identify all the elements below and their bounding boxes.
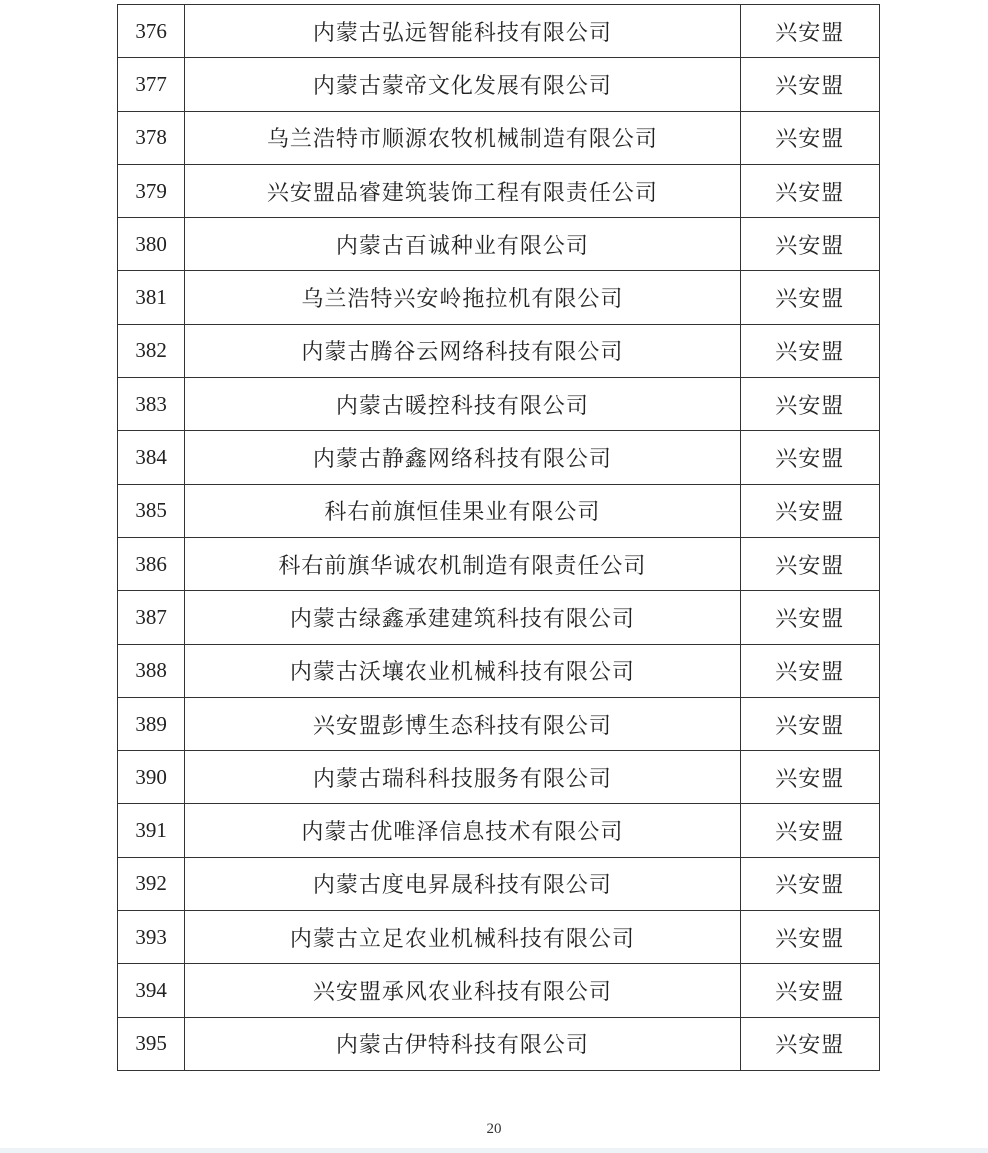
region-cell: 兴安盟 xyxy=(740,1017,879,1070)
row-number-cell: 379 xyxy=(118,164,185,217)
row-number-cell: 389 xyxy=(118,697,185,750)
company-name-cell: 内蒙古静鑫网络科技有限公司 xyxy=(185,431,740,484)
row-number-cell: 387 xyxy=(118,591,185,644)
region-cell: 兴安盟 xyxy=(740,58,879,111)
table-row xyxy=(118,964,880,1017)
region-cell: 兴安盟 xyxy=(740,697,879,750)
row-number-cell: 385 xyxy=(118,484,185,537)
row-number-cell: 376 xyxy=(118,5,185,58)
table-row xyxy=(118,218,880,271)
row-number-cell: 388 xyxy=(118,644,185,697)
company-name-cell: 内蒙古蒙帝文化发展有限公司 xyxy=(185,58,740,111)
company-list-table-wrapper xyxy=(117,4,880,1071)
table-row xyxy=(118,697,880,750)
table-row xyxy=(118,378,880,431)
region-cell: 兴安盟 xyxy=(740,164,879,217)
company-name-cell: 内蒙古百诚种业有限公司 xyxy=(185,218,740,271)
region-cell: 兴安盟 xyxy=(740,591,879,644)
row-number-cell: 377 xyxy=(118,58,185,111)
table-row xyxy=(118,484,880,537)
region-cell: 兴安盟 xyxy=(740,537,879,590)
region-cell: 兴安盟 xyxy=(740,5,879,58)
row-number-cell: 395 xyxy=(118,1017,185,1070)
region-cell: 兴安盟 xyxy=(740,271,879,324)
table-row xyxy=(118,857,880,910)
table-row xyxy=(118,111,880,164)
region-cell: 兴安盟 xyxy=(740,218,879,271)
table-row xyxy=(118,271,880,324)
company-name-cell: 内蒙古弘远智能科技有限公司 xyxy=(185,5,740,58)
company-name-cell: 内蒙古优唯泽信息技术有限公司 xyxy=(185,804,740,857)
company-list-table xyxy=(117,4,880,1071)
row-number-cell: 378 xyxy=(118,111,185,164)
table-row xyxy=(118,164,880,217)
table-row xyxy=(118,751,880,804)
row-number-cell: 380 xyxy=(118,218,185,271)
company-name-cell: 内蒙古伊特科技有限公司 xyxy=(185,1017,740,1070)
table-row xyxy=(118,58,880,111)
region-cell: 兴安盟 xyxy=(740,804,879,857)
table-row xyxy=(118,804,880,857)
table-row xyxy=(118,911,880,964)
company-name-cell: 兴安盟彭博生态科技有限公司 xyxy=(185,697,740,750)
company-name-cell: 兴安盟品睿建筑装饰工程有限责任公司 xyxy=(185,164,740,217)
table-body xyxy=(118,5,880,1071)
company-name-cell: 内蒙古腾谷云网络科技有限公司 xyxy=(185,324,740,377)
table-row xyxy=(118,1017,880,1070)
region-cell: 兴安盟 xyxy=(740,484,879,537)
row-number-cell: 394 xyxy=(118,964,185,1017)
table-row xyxy=(118,5,880,58)
bottom-edge-strip xyxy=(0,1148,988,1153)
row-number-cell: 383 xyxy=(118,378,185,431)
row-number-cell: 382 xyxy=(118,324,185,377)
region-cell: 兴安盟 xyxy=(740,911,879,964)
table-row xyxy=(118,591,880,644)
region-cell: 兴安盟 xyxy=(740,378,879,431)
company-name-cell: 内蒙古度电昇晟科技有限公司 xyxy=(185,857,740,910)
company-name-cell: 内蒙古暖控科技有限公司 xyxy=(185,378,740,431)
company-name-cell: 科右前旗华诚农机制造有限责任公司 xyxy=(185,537,740,590)
table-row xyxy=(118,431,880,484)
company-name-cell: 内蒙古绿鑫承建建筑科技有限公司 xyxy=(185,591,740,644)
region-cell: 兴安盟 xyxy=(740,751,879,804)
company-name-cell: 科右前旗恒佳果业有限公司 xyxy=(185,484,740,537)
company-name-cell: 乌兰浩特兴安岭拖拉机有限公司 xyxy=(185,271,740,324)
company-name-cell: 兴安盟承风农业科技有限公司 xyxy=(185,964,740,1017)
row-number-cell: 384 xyxy=(118,431,185,484)
table-row xyxy=(118,644,880,697)
company-name-cell: 乌兰浩特市顺源农牧机械制造有限公司 xyxy=(185,111,740,164)
region-cell: 兴安盟 xyxy=(740,964,879,1017)
company-name-cell: 内蒙古沃壤农业机械科技有限公司 xyxy=(185,644,740,697)
row-number-cell: 386 xyxy=(118,537,185,590)
row-number-cell: 391 xyxy=(118,804,185,857)
region-cell: 兴安盟 xyxy=(740,324,879,377)
page-number: 20 xyxy=(486,1121,502,1137)
row-number-cell: 390 xyxy=(118,751,185,804)
region-cell: 兴安盟 xyxy=(740,111,879,164)
table-row xyxy=(118,324,880,377)
table-row xyxy=(118,537,880,590)
region-cell: 兴安盟 xyxy=(740,431,879,484)
company-name-cell: 内蒙古瑞科科技服务有限公司 xyxy=(185,751,740,804)
row-number-cell: 393 xyxy=(118,911,185,964)
region-cell: 兴安盟 xyxy=(740,644,879,697)
row-number-cell: 392 xyxy=(118,857,185,910)
row-number-cell: 381 xyxy=(118,271,185,324)
company-name-cell: 内蒙古立足农业机械科技有限公司 xyxy=(185,911,740,964)
region-cell: 兴安盟 xyxy=(740,857,879,910)
